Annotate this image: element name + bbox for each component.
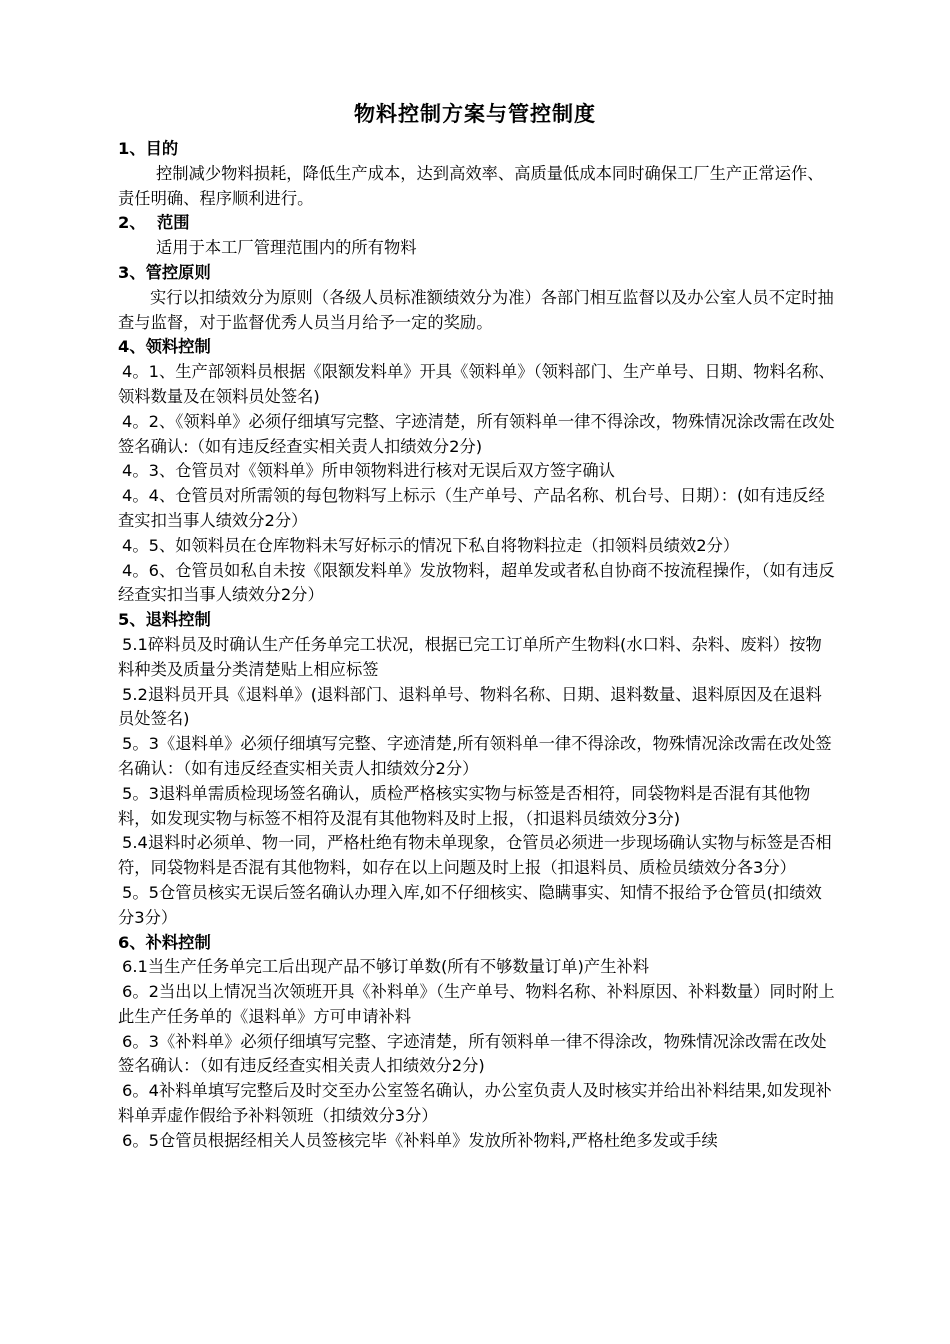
clause-5-3a: 5。3《退料单》必须仔细填写完整、字迹清楚,所有领料单一律不得涂改，物殊情况涂改需在改处签名确认：（如有违反经查实相关责人扣绩效分2分） — [118, 734, 832, 778]
clause-5-1: 5.1碎料员及时确认生产任务单完工状况，根据已完工订单所产生物料(水口料、杂料、废料）按物料种类及质量分类清楚贴上相应标签 — [118, 634, 822, 679]
clause-4-6: 4。6、仓管员如私自未按《限额发料单》发放物料，超单发或者私自协商不按流程操作，（如有违反经查实扣当事人绩效分2分） — [118, 560, 835, 605]
clause-5-2: 5.2退料员开具《退料单》(退料部门、退料单号、物料名称、日期、退料数量、退料原因及在退料员处签名) — [118, 684, 822, 729]
section-heading-scope: 2、 范围 — [118, 213, 190, 233]
clause-4-3: 4。3、仓管员对《领料单》所申领物料进行核对无误后双方签字确认 — [122, 461, 615, 481]
clause-6-1: 6.1当生产任务单完工后出现产品不够订单数(所有不够数量订单)产生补料 — [122, 957, 650, 977]
document-body — [118, 137, 838, 1154]
section-heading-material-supplement: 6、补料控制 — [118, 932, 211, 952]
clause-5-3b: 5。3退料单需质检现场签名确认，质检严格核实实物与标签是否相符，同袋物料是否混有其他物料，如发现实物与标签不相符及混有其他物料及时上报，（扣退料员绩效分3分) — [118, 783, 811, 828]
clause-4-5: 4。5、如领料员在仓库物料未写好标示的情况下私自将物料拉走（扣领料员绩效2分） — [122, 535, 740, 555]
document-title: 物料控制方案与管控制度 — [354, 102, 596, 126]
clause-6-5: 6。5仓管员根据经相关人员签核完毕《补料单》发放所补物料,严格杜绝多发或手续 — [122, 1130, 718, 1150]
section-heading-material-requisition: 4、领料控制 — [118, 337, 211, 357]
clause-4-2: 4。2、《领料单》必须仔细填写完整、字迹清楚，所有领料单一律不得涂改，物殊情况涂改需在改处签名确认:（如有违反经查实相关责人扣绩效分2分) — [118, 411, 835, 456]
clause-6-4: 6。4补料单填写完整后及时交至办公室签名确认，办公室负责人及时核实并给出补料结果,如发现补料单弄虚作假给予补料领班（扣绩效分3分） — [118, 1081, 832, 1126]
clause-4-1: 4。1、生产部领料员根据《限额发料单》开具《领料单》（领料部门、生产单号、日期、物料名称、领料数量及在领料员处签名) — [118, 362, 835, 406]
section-heading-principle: 3、管控原则 — [118, 262, 211, 282]
clause-5-4: 5.4退料时必须单、物一同，严格杜绝有物未单现象，仓管员必须进一步现场确认实物与标签是否相符，同袋物料是否混有其他物料，如存在以上问题及时上报（扣退料员、质检员绩效分各3分） — [118, 833, 832, 878]
section-heading-material-return: 5、退料控制 — [118, 610, 211, 630]
section-body-principle: 实行以扣绩效分为原则（各级人员标准额绩效分为准）各部门相互监督以及办公室人员不定时抽查与监督，对于监督优秀人员当月给予一定的奖励。 — [118, 287, 834, 332]
section-heading-purpose: 1、目的 — [118, 139, 179, 158]
clause-6-3: 6。3《补料单》必须仔细填写完整、字迹清楚，所有领料单一律不得涂改，物殊情况涂改需在改处签名确认：（如有违反经查实相关责人扣绩效分2分) — [118, 1031, 827, 1076]
clause-6-2: 6。2当出以上情况当次领班开具《补料单》（生产单号、物料名称、补料原因、补料数量）同时附上此生产任务单的《退料单》方可申请补料 — [118, 982, 835, 1026]
section-body-scope: 适用于本工厂管理范围内的所有物料 — [156, 238, 417, 258]
section-body-purpose: 控制减少物料损耗，降低生产成本，达到高效率、高质量低成本同时确保工厂生产正常运作、责任明确、程序顺利进行。 — [118, 163, 824, 208]
clause-4-4: 4。4、仓管员对所需领的每包物料写上标示（生产单号、产品名称、机台号、日期）：(如有违反经查实扣当事人绩效分2分） — [118, 486, 825, 530]
clause-5-5: 5。5仓管员核实无误后签名确认办理入库,如不仔细核实、隐瞒事实、知情不报给予仓管员(扣绩效分3分） — [118, 882, 822, 927]
